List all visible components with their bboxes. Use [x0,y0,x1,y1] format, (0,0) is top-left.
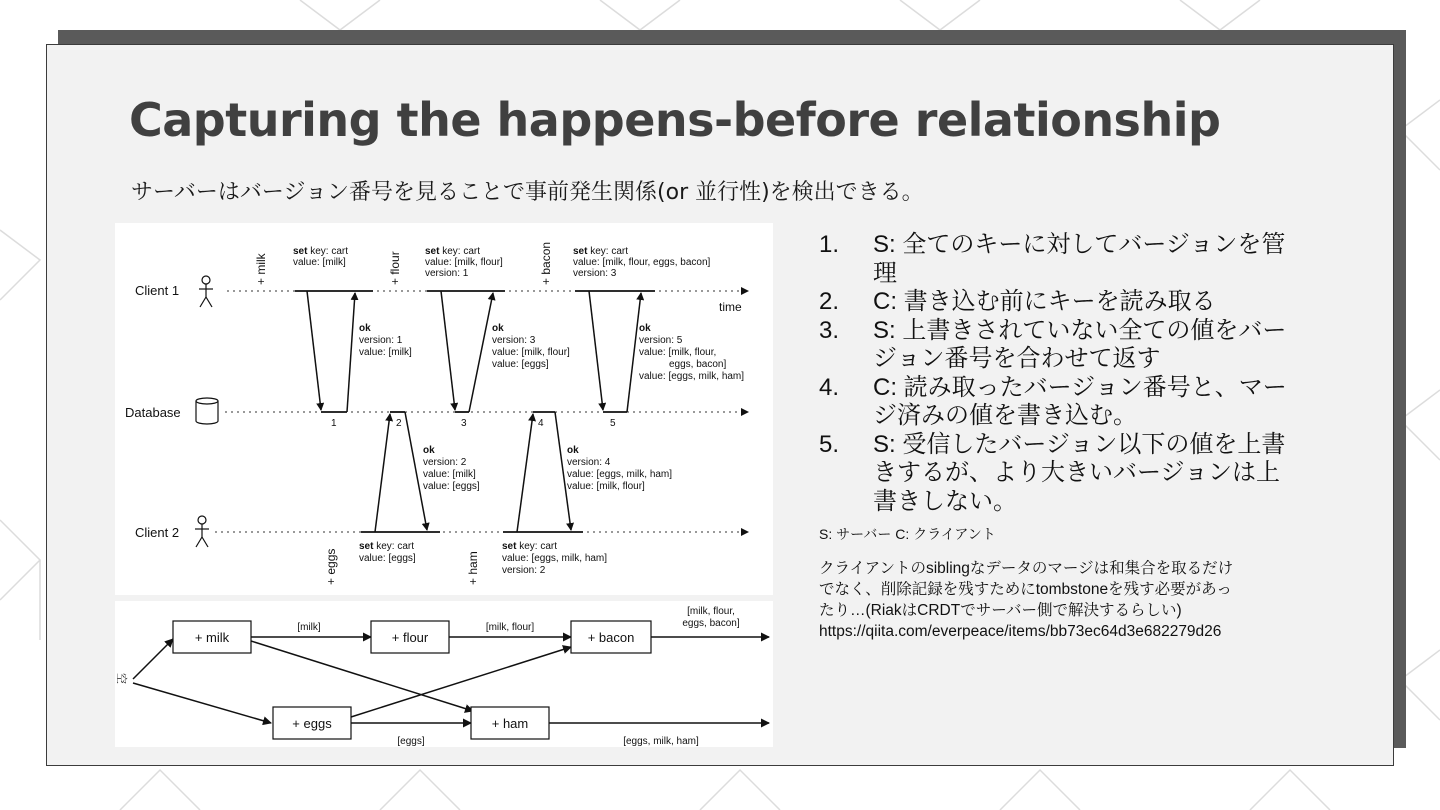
edge-label-ham: [eggs, milk, ham] [623,736,699,747]
step-item: 2. C: 書き込む前にキーを読み取る [819,288,1216,315]
database-label: Database [125,405,181,420]
req1-text: set key: cart value: [milk] [293,246,349,268]
edge-label-milk: [milk] [297,622,321,633]
c1-op-bacon: + bacon [539,241,553,285]
slide-title: Capturing the happens-before relationship [129,93,1221,147]
resp5-text: ok version: 4 value: [eggs, milk, ham] value: [milk, flour] [567,445,673,492]
c2-op-eggs: + eggs [324,548,338,585]
step-item: 5. S: 受信したバージョン以下の値を上書きするが、より大きいバージョンは上書きしない。 [819,430,1286,515]
resp4-text: ok version: 2 value: [milk] value: [eggs] [423,445,480,492]
footnote-line: クライアントのsiblingなデータのマージは和集合を取るだけ [819,560,1234,577]
step-item: 1. S: 全てのキーに対してバージョンを管理 [819,231,1286,287]
timeline-arrow-3 [741,528,749,536]
step-item: 3. S: 上書きされていない全ての値をバージョン番号を合わせて返す [819,316,1287,372]
edge-label-eggs: [eggs] [397,736,425,747]
timeline-arrow-1 [741,287,749,295]
c2-op-ham: + ham [466,551,480,585]
resp1-arrow [347,293,355,412]
edge-label-bacon-2: eggs, bacon] [682,618,740,629]
slide [46,44,1394,766]
sequence-diagram [115,223,773,595]
footnote-line: でなく、削除記録を残すためにtombstoneを残す必要があっ [819,581,1232,598]
client1-label: Client 1 [135,283,180,298]
footnote [819,558,1339,642]
version-4: 4 [538,418,544,429]
node-flour-label: + flour [391,630,429,645]
req2-arrow [441,291,455,410]
abbreviation-legend: S: サーバー C: クライアント [819,526,996,542]
edge-label-bacon-1: [milk, flour, [687,606,735,617]
explanation-column [819,231,1319,642]
database-cylinder-icon [196,398,218,424]
time-label: time [719,300,742,314]
slide-subtitle: サーバーはバージョン番号を見ることで事前発生関係(or 並行性)を検出できる。 [131,180,924,205]
req3-arrow [589,291,603,410]
version-2: 2 [396,418,402,429]
step-item: 4. C: 読み取ったバージョン番号と、マージ済みの値を書き込む。 [819,373,1287,429]
client1-person-icon [199,276,213,307]
version-3: 3 [461,418,467,429]
edge-label-milk-flour: [milk, flour] [485,622,535,633]
node-eggs-label: + eggs [292,716,332,731]
footnote-link[interactable]: https://qiita.com/everpeace/items/bb73ec64d3e682279d26 [819,623,1222,640]
causality-graph [115,601,773,747]
footnote-line: たり…(RiakはCRDTでサーバー側で解決するらしい) [819,602,1182,619]
version-1: 1 [331,418,337,429]
req1-arrow [307,291,321,410]
req3-text: set key: cart value: [milk, flour, eggs, bacon] version: 3 [573,246,711,279]
resp2-text: ok version: 3 value: [milk, flour] value: [eggs] [492,323,570,370]
node-milk-label: + milk [194,630,230,645]
timeline-arrow-2 [741,408,749,416]
version-5: 5 [610,418,616,429]
c1-op-flour: + flour [388,251,402,285]
resp1-text: ok version: 1 value: [milk] [359,323,412,358]
empty-start-label: 空 [115,673,127,684]
client2-label: Client 2 [135,525,180,540]
req5-text: set key: cart value: [eggs, milk, ham] version: 2 [502,541,608,576]
steps-list [819,231,1319,516]
edge-start-milk [133,639,173,679]
c1-op-milk: + milk [254,253,268,285]
req4-arrow [375,414,390,532]
resp3-text: ok version: 5 value: [milk, flour, eggs, bacon] value: [eggs, milk, ham] [639,323,745,382]
req2-text: set key: cart value: [milk, flour] version: 1 [425,246,503,279]
node-ham-label: + ham [491,716,529,731]
req5-arrow [517,414,533,532]
client2-person-icon [195,516,209,547]
edge-start-eggs [133,683,271,723]
resp2-arrow [469,293,493,412]
req4-text: set key: cart value: [eggs] [359,541,416,564]
node-bacon-label: + bacon [587,630,635,645]
